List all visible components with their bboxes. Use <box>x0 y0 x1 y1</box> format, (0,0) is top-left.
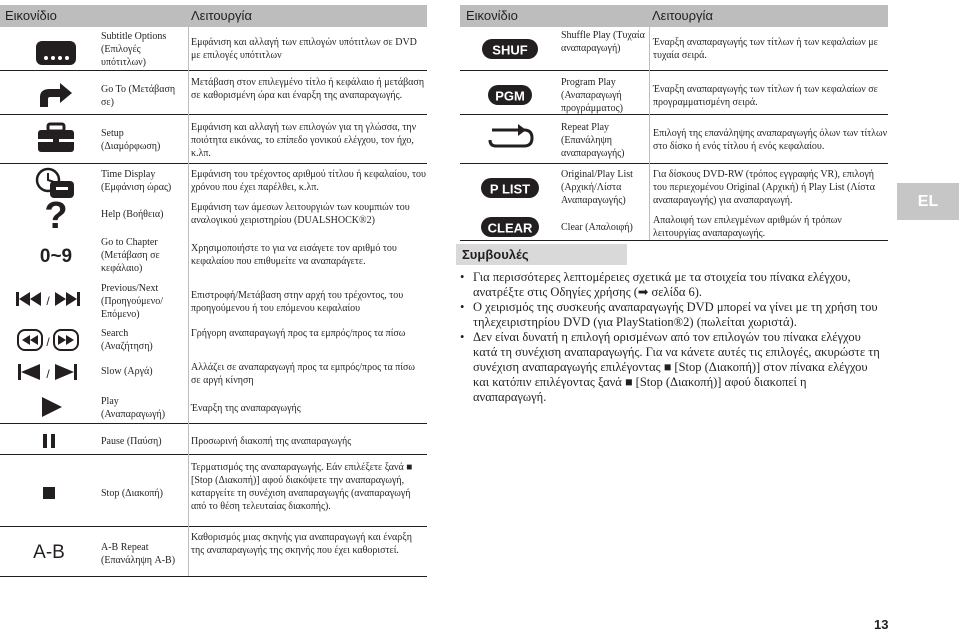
row-desc: Τερματισμός της αναπαραγωγής. Εάν επιλέξετε ξανά ■ [Stop (Διακοπή)] αφού διακόψετε την αναπαραγωγή, καταργείτε τη συνέχιση αναπαραγωγής (αναπαραγωγή από το θέση τελευταίας διακοπής). <box>191 462 413 512</box>
row-name: Clear (Απαλοιφή) <box>561 222 633 233</box>
tip-item: • Ο χειρισμός της συσκευής αναπαραγωγής DVD μπορεί να γίνει με τη χρήση του τηλεχειριστηρίου DVD (για PlayStation®2) (πωλείται χωριστά). <box>460 300 880 330</box>
page-number: 13 <box>874 617 889 632</box>
row-desc: Εμφάνιση και αλλαγή των επιλογών υπότιτλων σε DVD με επιλογές υπότιτλων <box>191 37 417 61</box>
tip-item: • Δεν είναι δυνατή η επιλογή ορισμένων από τον επιλογών του πίνακα ελέγχου κατά τη συνέχιση αναπαραγωγής. Για να κάνετε αυτές τις επιλογές, ακυρώστε τη συνέχιση αναπαραγωγής επιλέγοντας ■ [Stop (Διακοπή)] στον πίνακα ελέγχου και κατόπιν επιλέγοντας ξανά ■ [Stop (Διακοπή)] αφού διακοπεί η αναπαραγωγή. <box>460 330 880 405</box>
svg-text:?: ? <box>44 195 68 234</box>
toolbox-icon <box>26 118 86 158</box>
subtitle-icon <box>26 33 86 73</box>
tips-list <box>460 270 880 405</box>
right-header-function-col: Λειτουργία <box>652 8 713 23</box>
tips-title: Συμβουλές <box>456 244 627 265</box>
row-desc: Εμφάνιση των άμεσων λειτουργιών των κουμπιών του αναλογικού χειριστηρίου (DUALSHOCK®2) <box>191 202 410 226</box>
row-name: A-B Repeat (Επανάληψη A-B) <box>101 542 176 566</box>
zero-nine-label: 0~9 <box>39 246 73 267</box>
program-label: PGM <box>495 88 525 104</box>
tip-item: • Για περισσότερες λεπτομέρειες σχετικά με τα στοιχεία του πίνακα ελέγχου, ανατρέξτε στις Οδηγίες χρήσης (➡ σελίδα 6). <box>460 270 880 300</box>
row-name: Original/Play List (Αρχική/Λίστα Αναπαραγωγής) <box>561 169 633 206</box>
row-divider <box>460 70 888 71</box>
svg-text:/: / <box>46 294 50 308</box>
svg-text:/: / <box>46 367 50 381</box>
row-name: Help (Βοήθεια) <box>101 209 164 220</box>
row-desc: Εμφάνιση του τρέχοντος αριθμού τίτλου ή κεφαλαίου, του χρόνου που έχει παρέλθει, κ.λπ. <box>191 169 426 193</box>
clear-icon <box>478 207 542 247</box>
row-desc: Επιλογή της επανάληψης αναπαραγωγής όλων των τίτλων στο δίσκο ή ενός τίτλου ή ενός κεφαλαίου. <box>653 128 888 152</box>
svg-text:/: / <box>46 335 50 349</box>
row-desc: Εμφάνιση και αλλαγή των επιλογών για τη γλώσσα, την ποιότητα εικόνας, το επίπεδο γονικού ελέγχου, τον ήχο, κ.λπ. <box>191 122 417 159</box>
row-divider <box>460 163 888 164</box>
row-name: Search (Αναζήτηση) <box>101 328 153 352</box>
row-name: Pause (Παύση) <box>101 436 162 447</box>
row-name: Program Play (Αναπαραγωγή προγράμματος) <box>561 77 623 114</box>
row-desc: Έναρξη αναπαραγωγής των τίτλων ή των κεφαλαίων με τυχαία σειρά. <box>653 37 878 61</box>
row-divider <box>0 114 427 115</box>
clear-label: CLEAR <box>487 220 533 236</box>
playlist-label: P LIST <box>489 181 531 197</box>
row-desc: Προσωρινή διακοπή της αναπαραγωγής <box>191 436 352 447</box>
left-header-icon-col: Εικονίδιο <box>5 8 57 23</box>
row-desc: Γρήγορη αναπαραγωγή προς τα εμπρός/προς τα πίσω <box>191 328 406 339</box>
help-question-icon <box>26 194 86 234</box>
row-desc: Έναρξη αναπαραγωγής των τίτλων ή των κεφαλαίων σε προγραμματισμένη σειρά. <box>653 84 878 108</box>
row-name: Setup (Διαμόρφωση) <box>101 128 161 152</box>
row-name: Slow (Αργά) <box>101 366 153 377</box>
slow-icon <box>12 352 84 392</box>
row-divider <box>0 70 427 71</box>
row-divider <box>0 526 427 527</box>
left-col-divider <box>188 27 189 576</box>
row-name: Go to Chapter (Μετάβαση σε κεφάλαιο) <box>101 237 160 274</box>
row-name: Repeat Play (Επανάληψη αναπαραγωγής) <box>561 122 625 159</box>
row-desc: Επιστροφή/Μετάβαση στην αρχή του τρέχοντος, του προηγούμενου ή του επόμενου κεφαλαίου <box>191 290 404 314</box>
row-name: Shuffle Play (Τυχαία αναπαραγωγή) <box>561 30 645 54</box>
previous-next-icon <box>12 279 84 319</box>
pause-icon <box>19 421 79 461</box>
language-tab: EL <box>897 183 959 220</box>
right-header-icon-col: Εικονίδιο <box>466 8 518 23</box>
row-name: Time Display (Εμφάνιση ώρας) <box>101 169 172 193</box>
row-desc: Καθορισμός μιας σκηνής για αναπαραγωγή και έναρξη της αναπαραγωγής της σκηνής που έχει καθοριστεί. <box>191 532 412 556</box>
row-name: Subtitle Options (Επιλογές υπότιτλων) <box>101 31 167 68</box>
left-header-function-col: Λειτουργία <box>191 8 252 23</box>
left-table-header <box>0 5 427 27</box>
row-name: Play (Αναπαραγωγή) <box>101 396 166 420</box>
ab-repeat-icon <box>19 531 79 571</box>
ab-label: A-B <box>33 542 65 563</box>
row-name: Go To (Μετάβαση σε) <box>101 84 176 108</box>
shuffle-label: SHUF <box>492 42 528 58</box>
program-icon <box>478 75 542 115</box>
row-desc: Αλλάζει σε αναπαραγωγή προς τα εμπρός/προς τα πίσω σε αργή κίνηση <box>191 362 416 386</box>
row-divider <box>460 114 888 115</box>
right-col-divider <box>649 27 650 240</box>
row-desc: Για δίσκους DVD-RW (τρόπος εγγραφής VR), επιλογή του περιεχομένου Original (Αρχική) ή Play List (Λίστα αναπαραγωγής) για αναπαραγωγή. <box>653 169 875 206</box>
row-desc: Έναρξη της αναπαραγωγής <box>191 403 301 414</box>
row-desc: Μετάβαση στον επιλεγμένο τίτλο ή κεφάλαιο ή μετάβαση σε καθορισμένη ώρα και έναρξη της αναπαραγωγής. <box>191 77 425 101</box>
shuffle-icon <box>478 29 542 69</box>
row-divider <box>460 240 888 241</box>
row-desc: Απαλοιφή των επιλεγμένων αριθμών ή τρόπων λειτουργίας αναπαραγωγής. <box>653 215 842 239</box>
right-table-header <box>460 5 888 27</box>
row-divider <box>0 454 427 455</box>
goto-arrow-icon <box>26 75 86 115</box>
row-desc: Χρησιμοποιήστε το για να εισάγετε τον αριθμό του κεφαλαίου που επιθυμείτε να αναπαράγετε. <box>191 243 397 267</box>
row-name: Previous/Next (Προηγούμενο/ Επόμενο) <box>101 283 164 320</box>
stop-icon <box>19 473 79 513</box>
row-name: Stop (Διακοπή) <box>101 488 163 499</box>
zero-nine-icon <box>26 235 86 275</box>
row-divider <box>0 576 427 577</box>
repeat-icon <box>478 118 542 158</box>
playlist-icon <box>478 168 542 208</box>
